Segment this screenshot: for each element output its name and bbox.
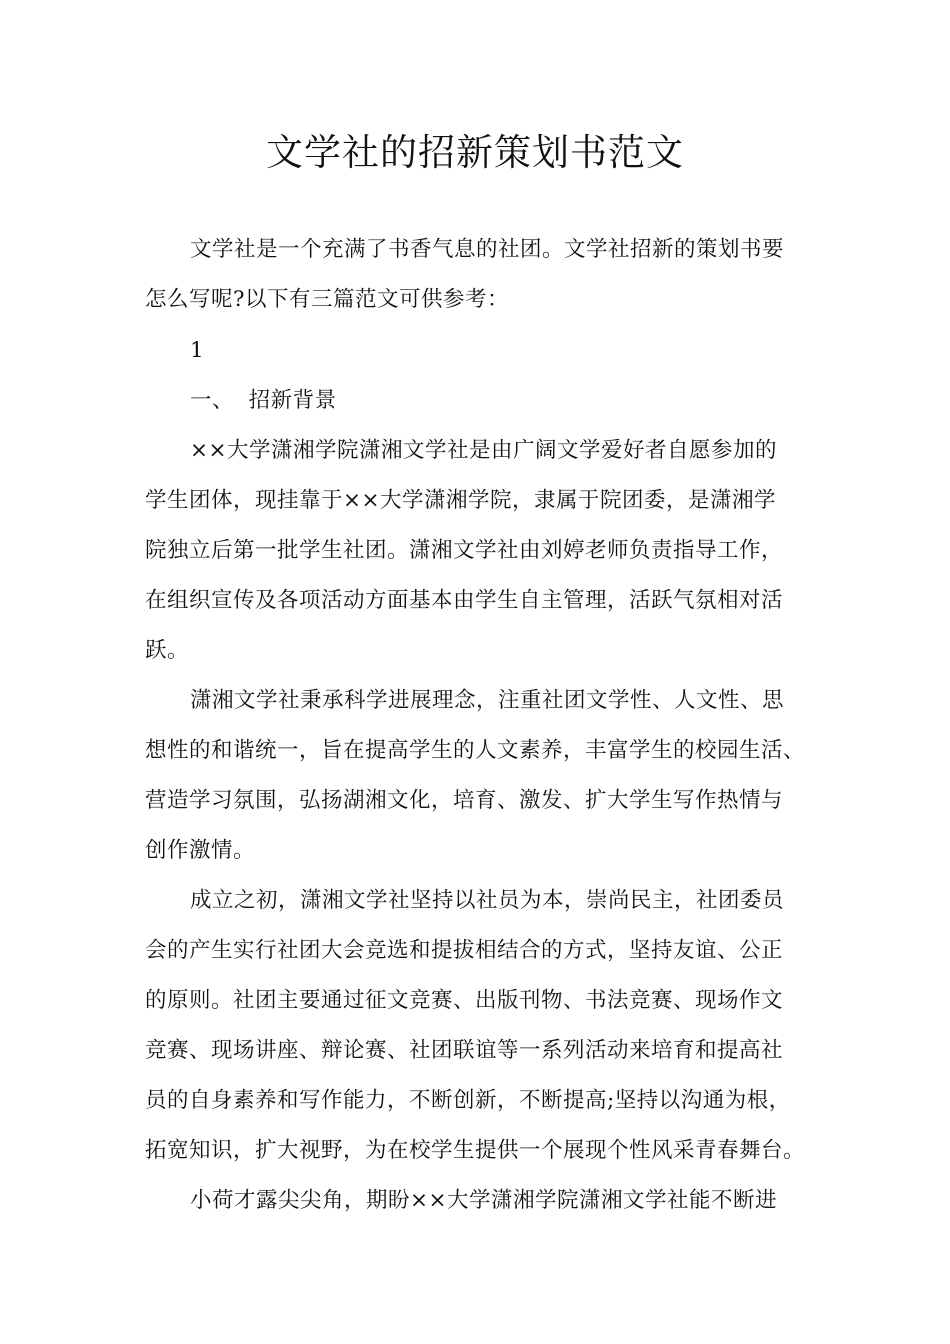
paragraph-line: 想性的和谐统一，旨在提高学生的人文素养，丰富学生的校园生活、 <box>145 738 806 763</box>
paragraph-line: 创作激情。 <box>145 838 256 863</box>
section-number: 1 <box>190 338 205 363</box>
paragraph-line: 文学社是一个充满了书香气息的社团。文学社招新的策划书要 <box>190 237 785 262</box>
paragraph-line: 竞赛、现场讲座、辩论赛、社团联谊等一系列活动来培育和提高社 <box>145 1038 784 1063</box>
paragraph-line: 学生团体，现挂靠于××大学潇湘学院，隶属于院团委，是潇湘学 <box>145 488 777 513</box>
document-title: 文学社的招新策划书范文 <box>266 131 684 174</box>
paragraph-line: 拓宽知识，扩大视野，为在校学生提供一个展现个性风采青春舞台。 <box>145 1138 806 1163</box>
paragraph-line: 跃。 <box>145 638 190 663</box>
paragraph-line: 成立之初，潇湘文学社坚持以社员为本，崇尚民主，社团委员 <box>190 888 785 913</box>
paragraph-line: 会的产生实行社团大会竞选和提拔相结合的方式，坚持友谊、公正 <box>145 938 784 963</box>
paragraph-line: 营造学习氛围，弘扬湖湘文化，培育、激发、扩大学生写作热情与 <box>145 788 784 813</box>
paragraph-line: 员的自身素养和写作能力，不断创新，不断提高;坚持以沟通为根， <box>145 1088 791 1113</box>
paragraph-line: ××大学潇湘学院潇湘文学社是由广阔文学爱好者自愿参加的 <box>190 438 778 463</box>
paragraph-line: 潇湘文学社秉承科学进展理念，注重社团文学性、人文性、思 <box>190 688 785 713</box>
paragraph-line: 在组织宣传及各项活动方面基本由学生自主管理，活跃气氛相对活 <box>145 588 784 613</box>
paragraph-line: 小荷才露尖尖角，期盼××大学潇湘学院潇湘文学社能不断进 <box>190 1188 778 1213</box>
paragraph-line: 院独立后第一批学生社团。潇湘文学社由刘婷老师负责指导工作， <box>145 538 784 563</box>
paragraph-line: 的原则。社团主要通过征文竞赛、出版刊物、书法竞赛、现场作文 <box>145 988 784 1013</box>
paragraph-line: 怎么写呢?以下有三篇范文可供参考： <box>145 287 510 312</box>
section-heading: 一、 招新背景 <box>190 388 337 413</box>
